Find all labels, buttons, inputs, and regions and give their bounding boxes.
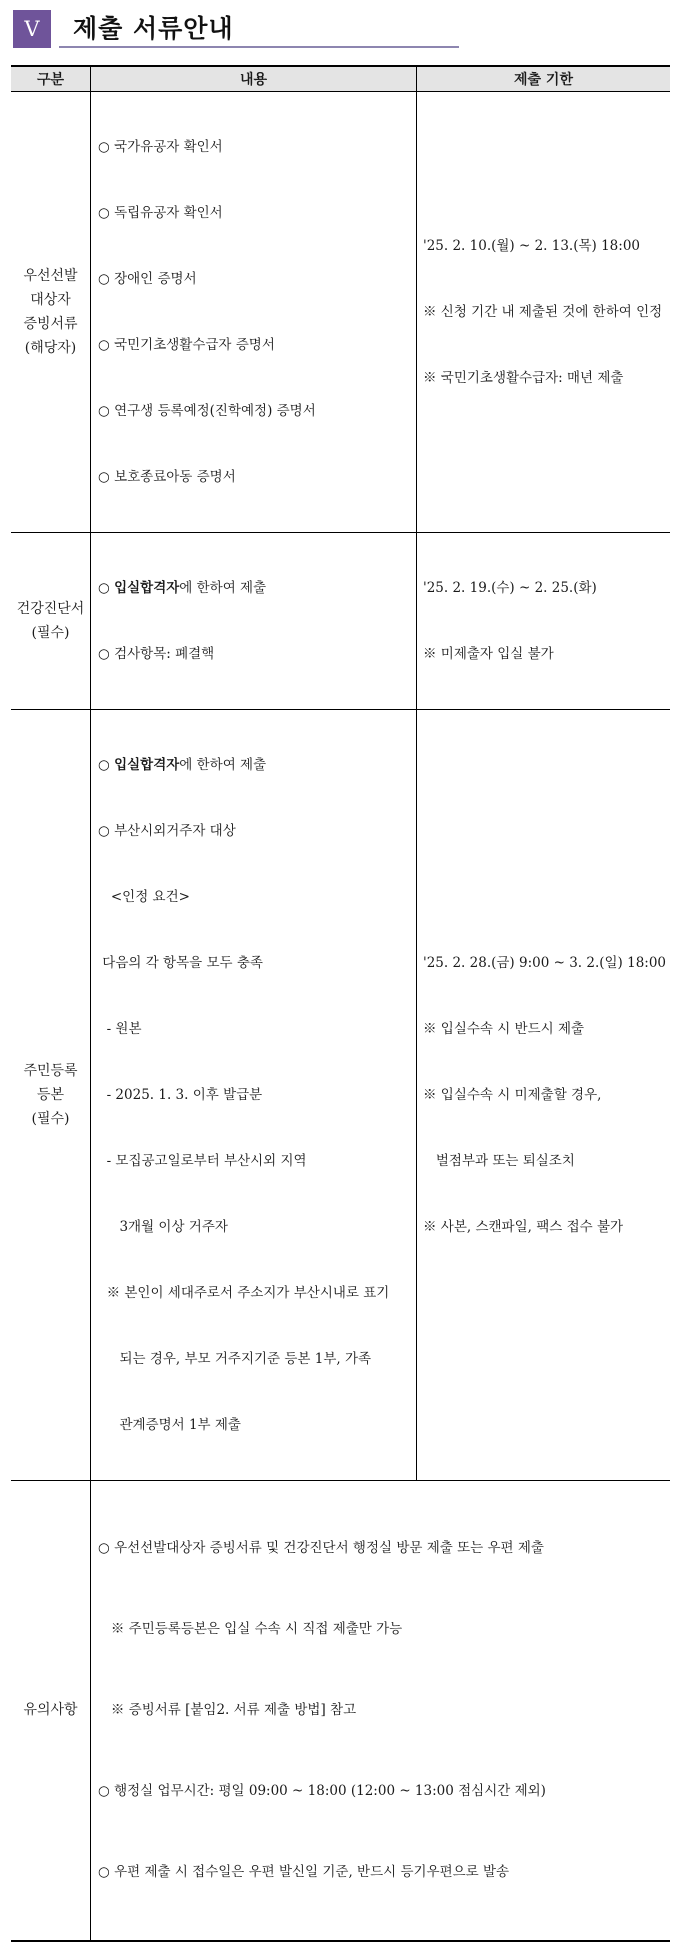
deadline-line: ※ 입실수속 시 반드시 제출 [423, 1020, 585, 1037]
emphasis-text: 입실합격자 [114, 756, 180, 773]
content-line: <인정 요건> [98, 888, 190, 905]
heading-underline [59, 46, 459, 48]
content-line [98, 577, 416, 599]
content-line: - 모집공고일로부터 부산시외 지역 [98, 1152, 307, 1169]
content-line: - 2025. 1. 3. 이후 발급분 [98, 1086, 263, 1103]
deadline-line: ※ 입실수속 시 미제출할 경우, [423, 1086, 602, 1103]
category-line: 대상자 [30, 291, 71, 308]
row-resident-registration [11, 709, 670, 1480]
section-title: 제출 서류안내 [73, 14, 234, 43]
section-number-badge: V [13, 10, 51, 48]
table-header-row [11, 66, 670, 91]
row-health-certificate [11, 532, 670, 709]
content-line: 되는 경우, 부모 거주지기준 등본 1부, 가족 [98, 1350, 372, 1367]
notes-cell [91, 1480, 671, 1941]
category-cell [11, 709, 91, 1480]
deadline-line: ※ 신청 기간 내 제출된 것에 한하여 인정 [423, 303, 663, 320]
header-category: 구분 [11, 66, 91, 91]
content-line: ○ 검사항목: 폐결핵 [98, 645, 215, 662]
deadline-line: 벌점부과 또는 퇴실조치 [423, 1152, 575, 1169]
category-line: 등본 [36, 1086, 65, 1103]
category-cell [11, 532, 91, 709]
category-line: 우선선발 [23, 267, 78, 284]
content-line: 다음의 각 항목을 모두 충족 [98, 954, 263, 971]
content-line: ※ 본인이 세대주로서 주소지가 부산시내로 표기 [98, 1284, 390, 1301]
content-line: ○ 연구생 등록예정(진학예정) 증명서 [98, 402, 316, 419]
row-notes [11, 1480, 670, 1941]
deadline-line: '25. 2. 10.(월) ~ 2. 13.(목) 18:00 [423, 237, 640, 254]
category-cell [11, 91, 91, 532]
content-line: - 원본 [98, 1020, 142, 1037]
category-line: 증빙서류 [23, 315, 78, 332]
deadline-line: '25. 2. 19.(수) ~ 2. 25.(화) [423, 579, 597, 596]
category-line: (필수) [31, 624, 70, 641]
bullet-prefix: ○ [98, 756, 115, 773]
note-line: ○ 우선선발대상자 증빙서류 및 건강진단서 행정실 방문 제출 또는 우편 제출 [98, 1539, 544, 1556]
deadline-line: ※ 국민기초생활수급자: 매년 제출 [423, 369, 624, 386]
content-cell [91, 532, 417, 709]
deadline-cell [417, 532, 671, 709]
note-line: ○ 우편 제출 시 접수일은 우편 발신일 기준, 반드시 등기우편으로 발송 [98, 1863, 510, 1880]
bullet-prefix: ○ [98, 579, 115, 596]
category-cell [11, 1480, 91, 1941]
row-priority-documents [11, 91, 670, 532]
content-text: 에 한하여 제출 [179, 579, 267, 596]
content-line: ○ 독립유공자 확인서 [98, 204, 223, 221]
deadline-cell [417, 709, 671, 1480]
category-line: (해당자) [24, 339, 77, 356]
content-line: 관계증명서 1부 제출 [98, 1416, 241, 1433]
emphasis-text: 입실합격자 [114, 579, 180, 596]
note-line: ※ 증빙서류 [붙임2. 서류 제출 방법] 참고 [98, 1701, 357, 1718]
category-line: (필수) [31, 1110, 70, 1127]
deadline-line: ※ 사본, 스캔파일, 팩스 접수 불가 [423, 1218, 624, 1235]
deadline-cell [417, 91, 671, 532]
note-line: ※ 주민등록등본은 입실 수속 시 직접 제출만 가능 [98, 1620, 403, 1637]
content-cell [91, 91, 417, 532]
content-line [98, 754, 416, 776]
content-line: ○ 국민기초생활수급자 증명서 [98, 336, 275, 353]
content-line: 3개월 이상 거주자 [98, 1218, 228, 1235]
header-content: 내용 [91, 66, 417, 91]
note-line: ○ 행정실 업무시간: 평일 09:00 ~ 18:00 (12:00 ~ 13:00 점심시간 제외) [98, 1782, 546, 1799]
category-line: 건강진단서 [16, 600, 85, 617]
content-line: ○ 장애인 증명서 [98, 270, 197, 287]
category-line: 주민등록 [23, 1062, 78, 1079]
section-heading [13, 10, 459, 48]
content-line: ○ 국가유공자 확인서 [98, 138, 223, 155]
content-cell [91, 709, 417, 1480]
documents-table [11, 65, 670, 1942]
content-text: 에 한하여 제출 [179, 756, 267, 773]
deadline-line: ※ 미제출자 입실 불가 [423, 645, 554, 662]
deadline-line: '25. 2. 28.(금) 9:00 ~ 3. 2.(일) 18:00 [423, 954, 667, 971]
content-line: ○ 보호종료아동 증명서 [98, 468, 236, 485]
content-line: ○ 부산시외거주자 대상 [98, 822, 236, 839]
category-line: 유의사항 [23, 1702, 78, 1718]
header-deadline: 제출 기한 [417, 66, 671, 91]
